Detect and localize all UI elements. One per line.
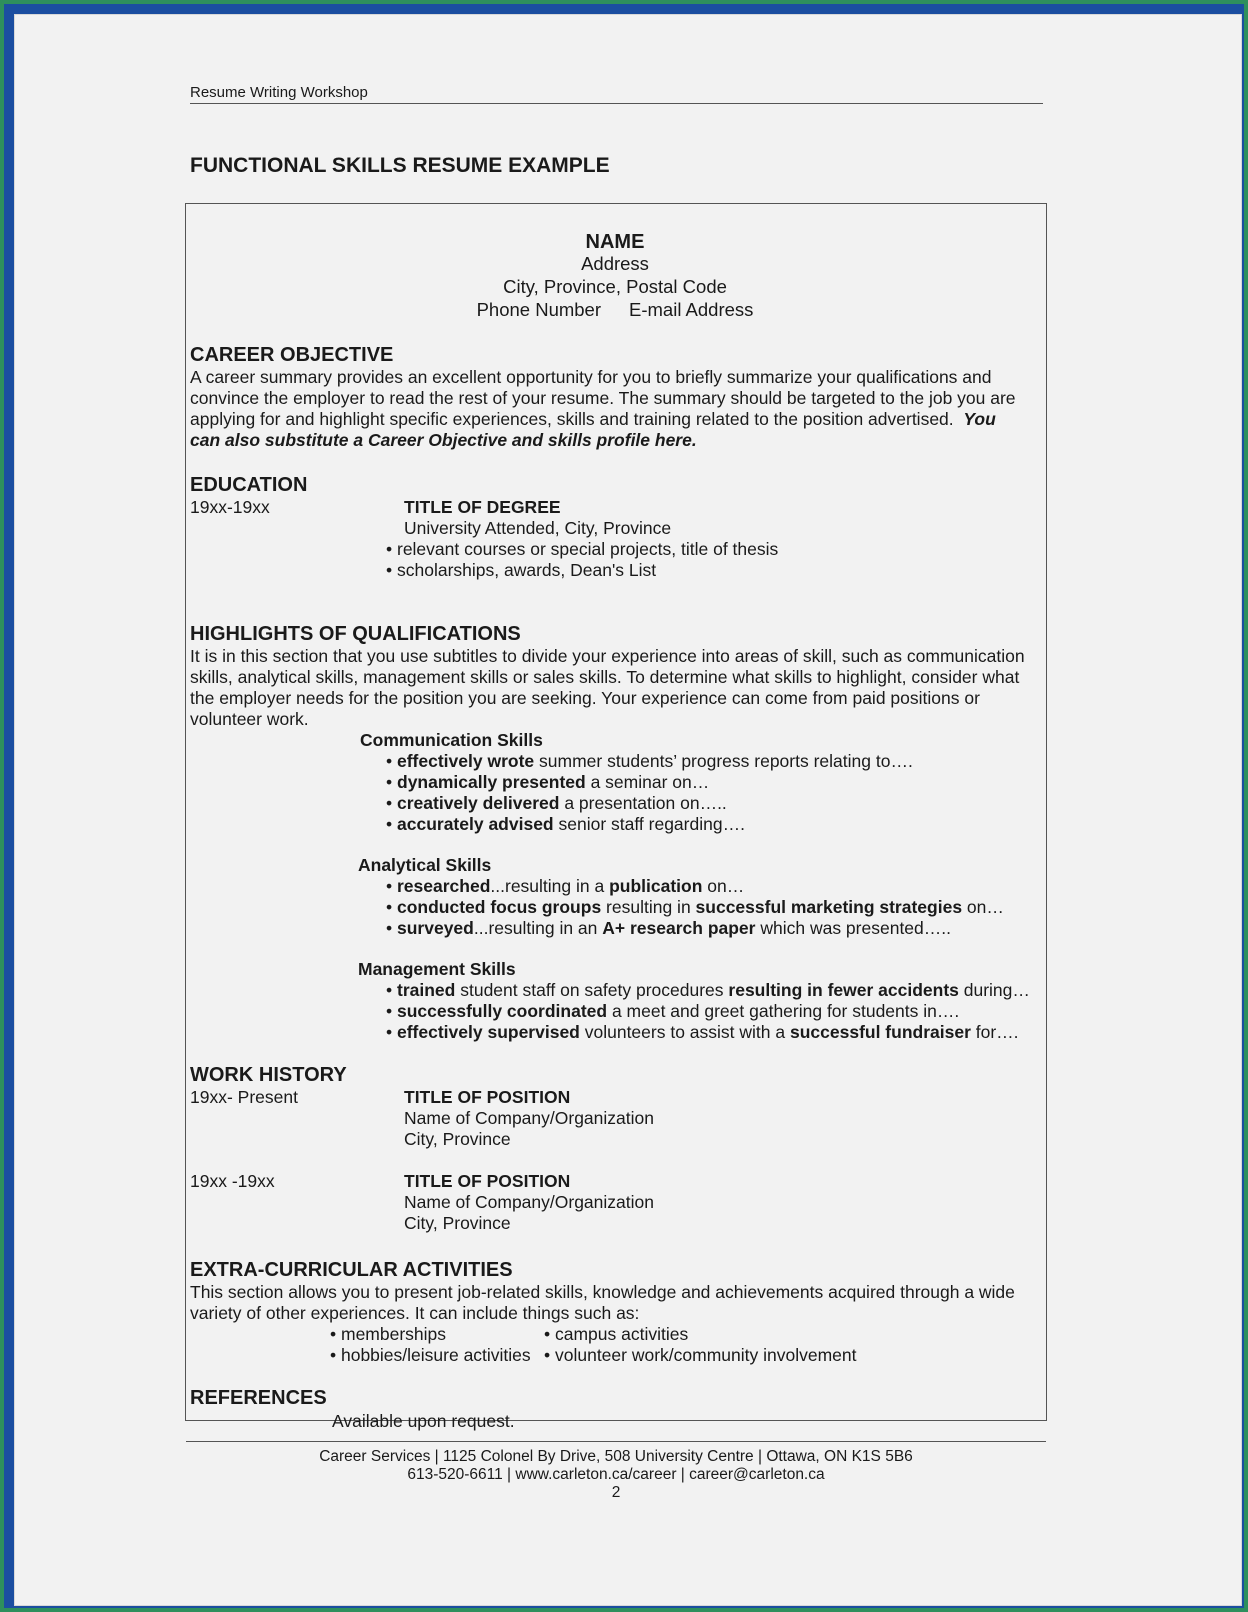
job1-title: TITLE OF POSITION [404, 1087, 571, 1107]
job1-city: City, Province [404, 1129, 511, 1149]
highlights-line4: volunteer work. [190, 709, 309, 729]
education-heading: EDUCATION [190, 474, 308, 496]
career-line4: can also substitute a Career Objective and skills profile here. [190, 430, 697, 450]
header-rule [190, 103, 1043, 104]
career-line2: convince the employer to read the rest of your resume. The summary should be targeted to the job you are [190, 388, 1016, 408]
extra-line2: variety of other experiences. It can include things such as: [190, 1303, 640, 1323]
page-title: FUNCTIONAL SKILLS RESUME EXAMPLE [190, 154, 610, 177]
document-page [14, 14, 1242, 1606]
extra-item3: • hobbies/leisure activities [330, 1345, 531, 1365]
extra-item2: • campus activities [544, 1324, 689, 1344]
career-line3 [190, 409, 996, 430]
analytical-bullet1: • researched...resulting in a publication on… [386, 876, 745, 896]
management-bullet3: • effectively supervised volunteers to assist with a successful fundraiser for…. [386, 1022, 1019, 1042]
highlights-heading: HIGHLIGHTS OF QUALIFICATIONS [190, 623, 521, 645]
page-number: 2 [611, 1484, 621, 1501]
education-school: University Attended, City, Province [404, 518, 672, 538]
footer-contact: 613-520-6611 | www.carleton.ca/career | career@carleton.ca [407, 1466, 825, 1483]
communication-bullet3: • creatively delivered a presentation on….. [386, 793, 727, 813]
contact-city: City, Province, Postal Code [503, 276, 727, 297]
management-bullet2: • successfully coordinated a meet and greet gathering for students in…. [386, 1001, 960, 1021]
career-heading: CAREER OBJECTIVE [190, 344, 394, 366]
contact-name: NAME [585, 231, 645, 253]
contact-address: Address [581, 253, 649, 274]
footer-address: Career Services | 1125 Colonel By Drive, 508 University Centre | Ottawa, ON K1S 5B6 [319, 1448, 913, 1465]
communication-skills-title: Communication Skills [360, 730, 543, 750]
management-skills-title: Management Skills [358, 959, 516, 979]
extra-item4: • volunteer work/community involvement [544, 1345, 857, 1365]
contact-phone-email [185, 299, 1045, 321]
education-degree: TITLE OF DEGREE [404, 497, 561, 517]
communication-bullet1: • effectively wrote summer students’ progress reports relating to…. [386, 751, 913, 771]
education-dates: 19xx-19xx [190, 497, 270, 517]
footer-rule [186, 1441, 1046, 1442]
header-workshop: Resume Writing Workshop [190, 84, 368, 101]
references-text: Available upon request. [332, 1411, 515, 1431]
extra-item1: • memberships [330, 1324, 447, 1344]
education-bullet2: • scholarships, awards, Dean's List [386, 560, 657, 580]
highlights-line2: skills, analytical skills, management skills or sales skills. To determine what skills to highlight, consider what [190, 667, 1020, 687]
job1-company: Name of Company/Organization [404, 1108, 654, 1128]
contact-phone: Phone Number [476, 299, 602, 320]
career-line3-text: applying for and highlight specific experiences, skills and training related to the position advertised. [190, 409, 954, 429]
analytical-bullet3: • surveyed...resulting in an A+ research paper which was presented….. [386, 918, 951, 938]
communication-bullet4: • accurately advised senior staff regarding…. [386, 814, 745, 834]
career-line3-emphasis: You [963, 409, 996, 429]
references-heading: REFERENCES [190, 1387, 327, 1409]
job2-dates: 19xx -19xx [190, 1171, 275, 1191]
education-bullet1: • relevant courses or special projects, title of thesis [386, 539, 779, 559]
highlights-line3: the employer needs for the position you are seeking. Your experience can come from paid positions or [190, 688, 980, 708]
career-line1: A career summary provides an excellent opportunity for you to briefly summarize your qualifications and [190, 367, 992, 387]
outer-frame [4, 4, 1244, 1608]
highlights-line1: It is in this section that you use subtitles to divide your experience into areas of skill, such as communication [190, 646, 1025, 666]
job2-company: Name of Company/Organization [404, 1192, 654, 1212]
work-heading: WORK HISTORY [190, 1064, 347, 1086]
analytical-skills-title: Analytical Skills [358, 855, 492, 875]
job2-city: City, Province [404, 1213, 511, 1233]
contact-email: E-mail Address [629, 299, 754, 320]
extra-heading: EXTRA-CURRICULAR ACTIVITIES [190, 1259, 513, 1281]
communication-bullet2: • dynamically presented a seminar on… [386, 772, 710, 792]
extra-line1: This section allows you to present job-related skills, knowledge and achievements acquired through a wide [190, 1282, 1015, 1302]
management-bullet1: • trained student staff on safety procedures resulting in fewer accidents during… [386, 980, 1030, 1000]
analytical-bullet2: • conducted focus groups resulting in successful marketing strategies on… [386, 897, 1004, 917]
job2-title: TITLE OF POSITION [404, 1171, 571, 1191]
job1-dates: 19xx- Present [190, 1087, 298, 1107]
